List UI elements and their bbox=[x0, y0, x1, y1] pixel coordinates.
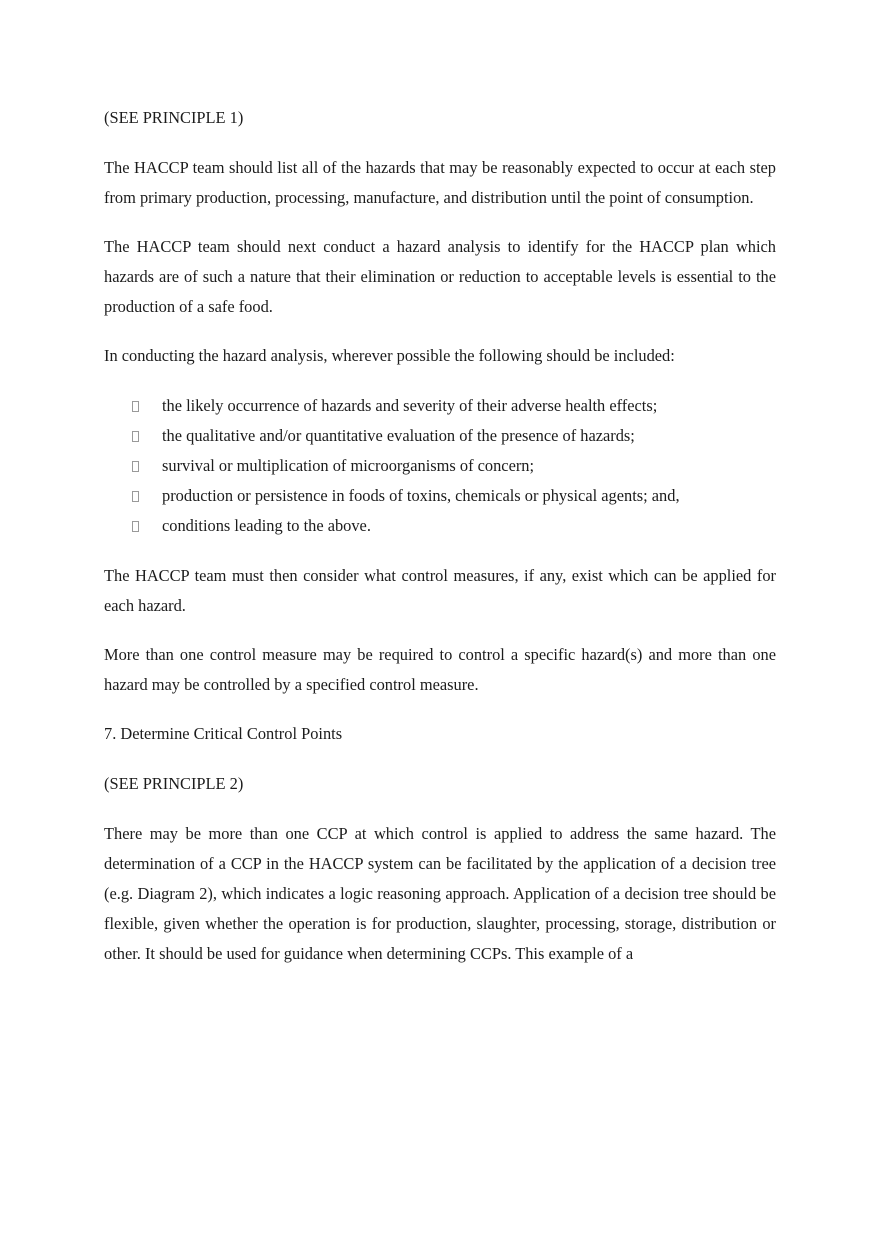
bullet-box-icon bbox=[132, 461, 139, 472]
section-heading: 7. Determine Critical Control Points bbox=[104, 724, 343, 743]
list-item bbox=[104, 421, 776, 451]
list-item bbox=[104, 481, 776, 511]
paragraph-conducting-analysis: In conducting the hazard analysis, wherever possible the following should be included: bbox=[104, 346, 675, 365]
list-item bbox=[104, 391, 776, 421]
list-item-text: production or persistence in foods of toxins, chemicals or physical agents; and, bbox=[162, 486, 680, 505]
hazard-analysis-list bbox=[104, 391, 776, 541]
bullet-box-icon bbox=[132, 521, 139, 532]
principle-1-reference: (SEE PRINCIPLE 1) bbox=[104, 108, 244, 127]
list-item-text: the likely occurrence of hazards and severity of their adverse health effects; bbox=[162, 396, 658, 415]
bullet-box-icon bbox=[132, 491, 139, 502]
bullet-box-icon bbox=[132, 431, 139, 442]
paragraph-list-hazards: The HACCP team should list all of the hazards that may be reasonably expected to occur at each step from primary production, processing, manufacture, and distribution until the point of consumption. bbox=[104, 158, 776, 207]
list-item-text: conditions leading to the above. bbox=[162, 516, 371, 535]
paragraph-ccp: There may be more than one CCP at which control is applied to address the same hazard. The determination of a CCP in the HACCP system can be facilitated by the application of a decision tree (e.g. Diagram 2), which indicates a logic reasoning approach. Application of a decision tree should be flexible, given whether the operation is for production, slaughter, processing, storage, distribution or other. It should be used for guidance when determining CCPs. This example of a bbox=[104, 824, 776, 963]
document-body bbox=[104, 103, 776, 988]
list-item bbox=[104, 451, 776, 481]
paragraph-hazard-analysis: The HACCP team should next conduct a hazard analysis to identify for the HACCP plan which hazards are of such a nature that their elimination or reduction to acceptable levels is essential to the production of a safe food. bbox=[104, 237, 776, 316]
bullet-box-icon bbox=[132, 401, 139, 412]
list-item-text: survival or multiplication of microorganisms of concern; bbox=[162, 456, 535, 475]
principle-2-reference: (SEE PRINCIPLE 2) bbox=[104, 774, 244, 793]
list-item bbox=[104, 511, 776, 541]
paragraph-more-than-one: More than one control measure may be required to control a specific hazard(s) and more than one hazard may be controlled by a specified control measure. bbox=[104, 645, 776, 694]
list-item-text: the qualitative and/or quantitative evaluation of the presence of hazards; bbox=[162, 426, 635, 445]
paragraph-control-measures: The HACCP team must then consider what control measures, if any, exist which can be applied for each hazard. bbox=[104, 566, 776, 615]
